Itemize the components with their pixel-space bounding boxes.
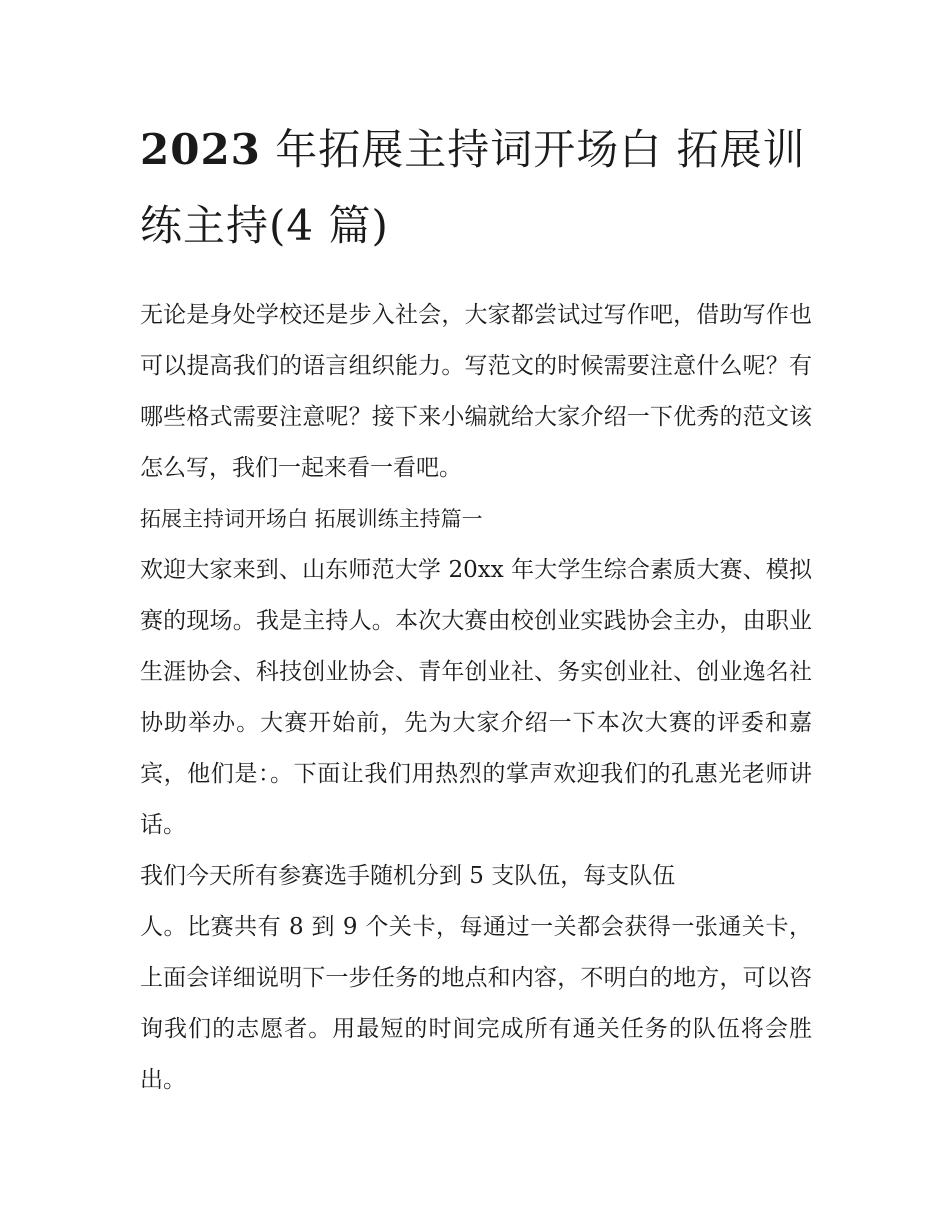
title-text: 年拓展主持词开场白 拓展训练主持(4 篇) [140,125,806,250]
body-paragraph-2-line-1: 我们今天所有参赛选手随机分到 5 支队伍，每支队伍 [140,863,676,889]
body-paragraph-2-rest: 人。比赛共有 8 到 9 个关卡，每通过一关都会获得一张通关卡，上面会详细说明下一步任务的地点和内容，不明白的地方，可以咨询我们的志愿者。用最短的时间完成所有通关任务的队伍将会胜出。 [140,914,812,1093]
title-year: 2023 [140,125,261,174]
document-body [140,290,812,1106]
document-page [140,112,812,1106]
section-heading: 拓展主持词开场白 拓展训练主持篇一 [140,507,483,531]
body-paragraph-1: 欢迎大家来到、山东师范大学 20xx 年大学生综合素质大赛、模拟赛的现场。我是主持人。本次大赛由校创业实践协会主办，由职业生涯协会、科技创业协会、青年创业社、务实创业社、创业逸名社协助举办。大赛开始前，先为大家介绍一下本次大赛的评委和嘉宾，他们是：。下面让我们用热烈的掌声欢迎我们的孔惠光老师讲话。 [140,557,812,838]
intro-paragraph: 无论是身处学校还是步入社会，大家都尝试过写作吧，借助写作也可以提高我们的语言组织能力。写范文的时候需要注意什么呢？有哪些格式需要注意呢？接下来小编就给大家介绍一下优秀的范文该怎么写，我们一起来看一看吧。 [140,302,812,481]
document-title [140,112,812,264]
